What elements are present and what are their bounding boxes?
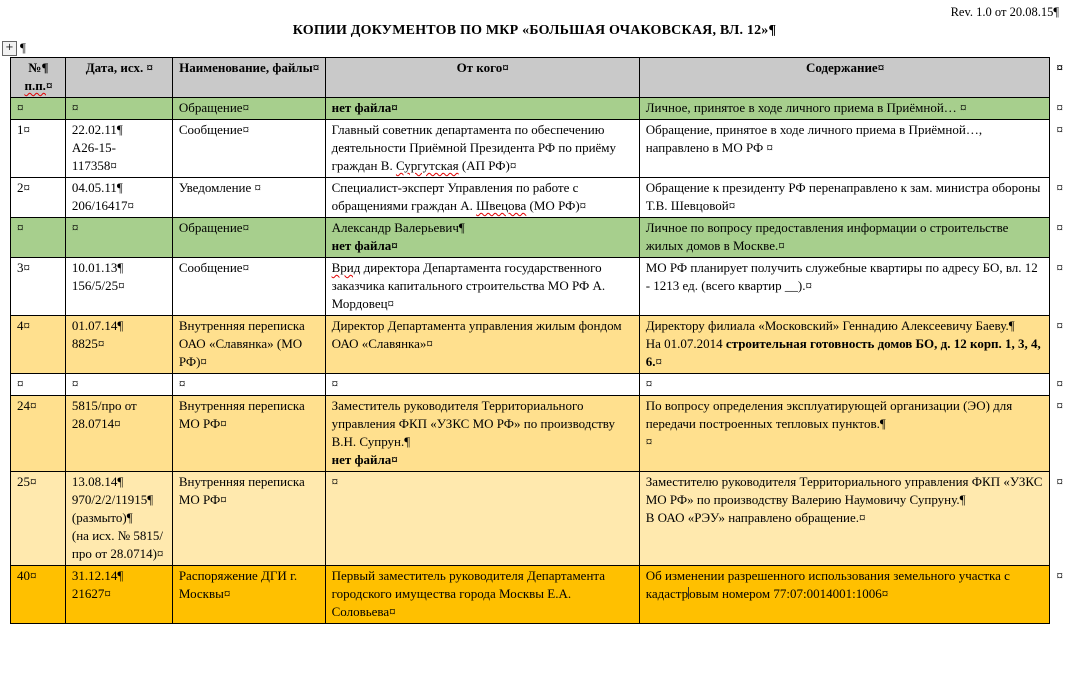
cell-date[interactable]: 04.05.11¶ 206/16417¤ (65, 178, 172, 218)
cell-from[interactable]: Главный советник департамента по обеспечению деятельности Приёмной Президента РФ по приёму граждан В. Сургутская (АП РФ)¤ (325, 120, 639, 178)
page-title[interactable]: КОПИИ ДОКУМЕНТОВ ПО МКР «БОЛЬШАЯ ОЧАКОВСКАЯ, ВЛ. 12»¶ (292, 23, 777, 38)
end-of-row-marker: ¤ (1050, 218, 1069, 258)
table-row (11, 566, 1069, 624)
table-row (11, 374, 1069, 396)
cell-doc-type[interactable]: Распоряжение ДГИ г. Москвы¤ (172, 566, 325, 624)
column-header-name-files[interactable]: Наименование, файлы¤ (172, 58, 325, 98)
cell-content[interactable]: Обращение, принятое в ходе личного приема в Приёмной…, направлено в МО РФ ¤ (639, 120, 1050, 178)
documents-table (10, 57, 1069, 624)
end-of-row-marker: ¤ (1050, 178, 1069, 218)
end-of-row-marker: ¤ (1050, 258, 1069, 316)
end-of-row-marker: ¤ (1050, 396, 1069, 472)
cell-from[interactable]: Директор Департамента управления жилым фондом ОАО «Славянка»¤ (325, 316, 639, 374)
cell-number[interactable]: ¤ (11, 218, 66, 258)
end-of-row-marker: ¤ (1050, 58, 1069, 98)
cell-content[interactable]: Обращение к президенту РФ перенаправлено к зам. министра обороны Т.В. Шевцовой¤ (639, 178, 1050, 218)
cell-date[interactable]: 01.07.14¶ 8825¤ (65, 316, 172, 374)
column-header-number[interactable]: №¶ п.п.¤ (11, 58, 66, 98)
cell-date[interactable]: 13.08.14¶ 970/2/2/11915¶ (размыто)¶ (на исх. № 5815/про от 28.0714)¤ (65, 472, 172, 566)
table-row (11, 120, 1069, 178)
revision-label[interactable]: Rev. 1.0 от 20.08.15¶ (950, 5, 1059, 19)
cell-number[interactable]: 4¤ (11, 316, 66, 374)
cell-doc-type[interactable]: Внутренняя переписка МО РФ¤ (172, 396, 325, 472)
end-of-row-marker: ¤ (1050, 120, 1069, 178)
misspelled-word: Врид (331, 260, 361, 275)
cell-from[interactable]: Первый заместитель руководителя Департамента городского имущества города Москвы Е.А. Соловьева¤ (325, 566, 639, 624)
end-of-row-marker: ¤ (1050, 374, 1069, 396)
end-of-row-marker: ¤ (1050, 316, 1069, 374)
misspelled-word: Швецова (476, 198, 527, 213)
table-header-row (11, 58, 1069, 98)
cell-number[interactable]: 3¤ (11, 258, 66, 316)
cell-doc-type[interactable]: Обращение¤ (172, 218, 325, 258)
cell-content[interactable]: Личное, принятое в ходе личного приема в Приёмной… ¤ (639, 98, 1050, 120)
cell-date[interactable]: ¤ (65, 374, 172, 396)
cell-from[interactable]: Специалист-эксперт Управления по работе с обращениями граждан А. Швецова (МО РФ)¤ (325, 178, 639, 218)
cell-date[interactable]: ¤ (65, 218, 172, 258)
table-row (11, 98, 1069, 120)
cell-content[interactable]: МО РФ планирует получить служебные квартиры по адресу БО, вл. 12 - 1213 ед. (всего квартир __).¤ (639, 258, 1050, 316)
cell-content[interactable]: Об изменении разрешенного использования земельного участка с кадастровым номером 77:07:0014001:1006¤ (639, 566, 1050, 624)
misspelled-word: п.п. (24, 78, 46, 93)
table-row (11, 258, 1069, 316)
table-row (11, 178, 1069, 218)
cell-from[interactable]: Врид директора Департамента государственного заказчика капитального строительства МО РФ А. Мордовец¤ (325, 258, 639, 316)
table-handle-line (2, 40, 1069, 56)
table-row (11, 472, 1069, 566)
table-body (11, 98, 1069, 624)
cell-content[interactable]: Заместителю руководителя Территориального управления ФКП «УЗКС МО РФ» по производству Валерию Наумовичу Супруну.¶ В ОАО «РЭУ» направлено обращение.¤ (639, 472, 1050, 566)
end-of-row-marker: ¤ (1050, 472, 1069, 566)
cell-number[interactable]: ¤ (11, 98, 66, 120)
table-row (11, 218, 1069, 258)
cell-date[interactable]: 31.12.14¶ 21627¤ (65, 566, 172, 624)
cell-doc-type[interactable]: Уведомление ¤ (172, 178, 325, 218)
cell-from[interactable]: ¤ (325, 374, 639, 396)
cell-date[interactable]: 22.02.11¶ А26-15- 117358¤ (65, 120, 172, 178)
cell-date[interactable]: 5815/про от 28.0714¤ (65, 396, 172, 472)
column-header-from[interactable]: От кого¤ (325, 58, 639, 98)
cell-content[interactable]: ¤ (639, 374, 1050, 396)
cell-doc-type[interactable]: Внутренняя переписка ОАО «Славянка» (МО РФ)¤ (172, 316, 325, 374)
cell-doc-type[interactable]: Внутренняя переписка МО РФ¤ (172, 472, 325, 566)
end-of-row-marker: ¤ (1050, 98, 1069, 120)
cell-from[interactable]: ¤ (325, 472, 639, 566)
cell-date[interactable]: 10.01.13¶ 156/5/25¤ (65, 258, 172, 316)
cell-content[interactable]: Личное по вопросу предоставления информации о строительстве жилых домов в Москве.¤ (639, 218, 1050, 258)
cell-doc-type[interactable]: Сообщение¤ (172, 258, 325, 316)
cell-doc-type[interactable]: Обращение¤ (172, 98, 325, 120)
cell-content[interactable]: По вопросу определения эксплуатирующей организации (ЭО) для передачи построенных тепловых пунктов.¶ ¤ (639, 396, 1050, 472)
cell-number[interactable]: 24¤ (11, 396, 66, 472)
cell-number[interactable]: ¤ (11, 374, 66, 396)
cell-from[interactable]: нет файла¤ (325, 98, 639, 120)
cell-number[interactable]: 40¤ (11, 566, 66, 624)
cell-content[interactable]: Директору филиала «Московский» Геннадию Алексеевичу Баеву.¶ На 01.07.2014 строительная готовность домов БО, д. 12 корп. 1, 3, 4, 6.¤ (639, 316, 1050, 374)
table-row (11, 396, 1069, 472)
cell-number[interactable]: 2¤ (11, 178, 66, 218)
cell-from[interactable]: Заместитель руководителя Территориального управления ФКП «УЗКС МО РФ» по производству В.Н. Супрун.¶ нет файла¤ (325, 396, 639, 472)
cell-number[interactable]: 25¤ (11, 472, 66, 566)
cell-from[interactable]: Александр Валерьевич¶ нет файла¤ (325, 218, 639, 258)
table-row (11, 316, 1069, 374)
cell-doc-type[interactable]: ¤ (172, 374, 325, 396)
cell-number[interactable]: 1¤ (11, 120, 66, 178)
end-of-row-marker: ¤ (1050, 566, 1069, 624)
cell-date[interactable]: ¤ (65, 98, 172, 120)
column-header-date[interactable]: Дата, исх. ¤ (65, 58, 172, 98)
table-move-handle-icon[interactable]: + (2, 41, 17, 56)
pilcrow-mark: ¶ (20, 40, 26, 55)
misspelled-word: Сургутская (395, 158, 459, 173)
column-header-content[interactable]: Содержание¤ (639, 58, 1050, 98)
cell-doc-type[interactable]: Сообщение¤ (172, 120, 325, 178)
